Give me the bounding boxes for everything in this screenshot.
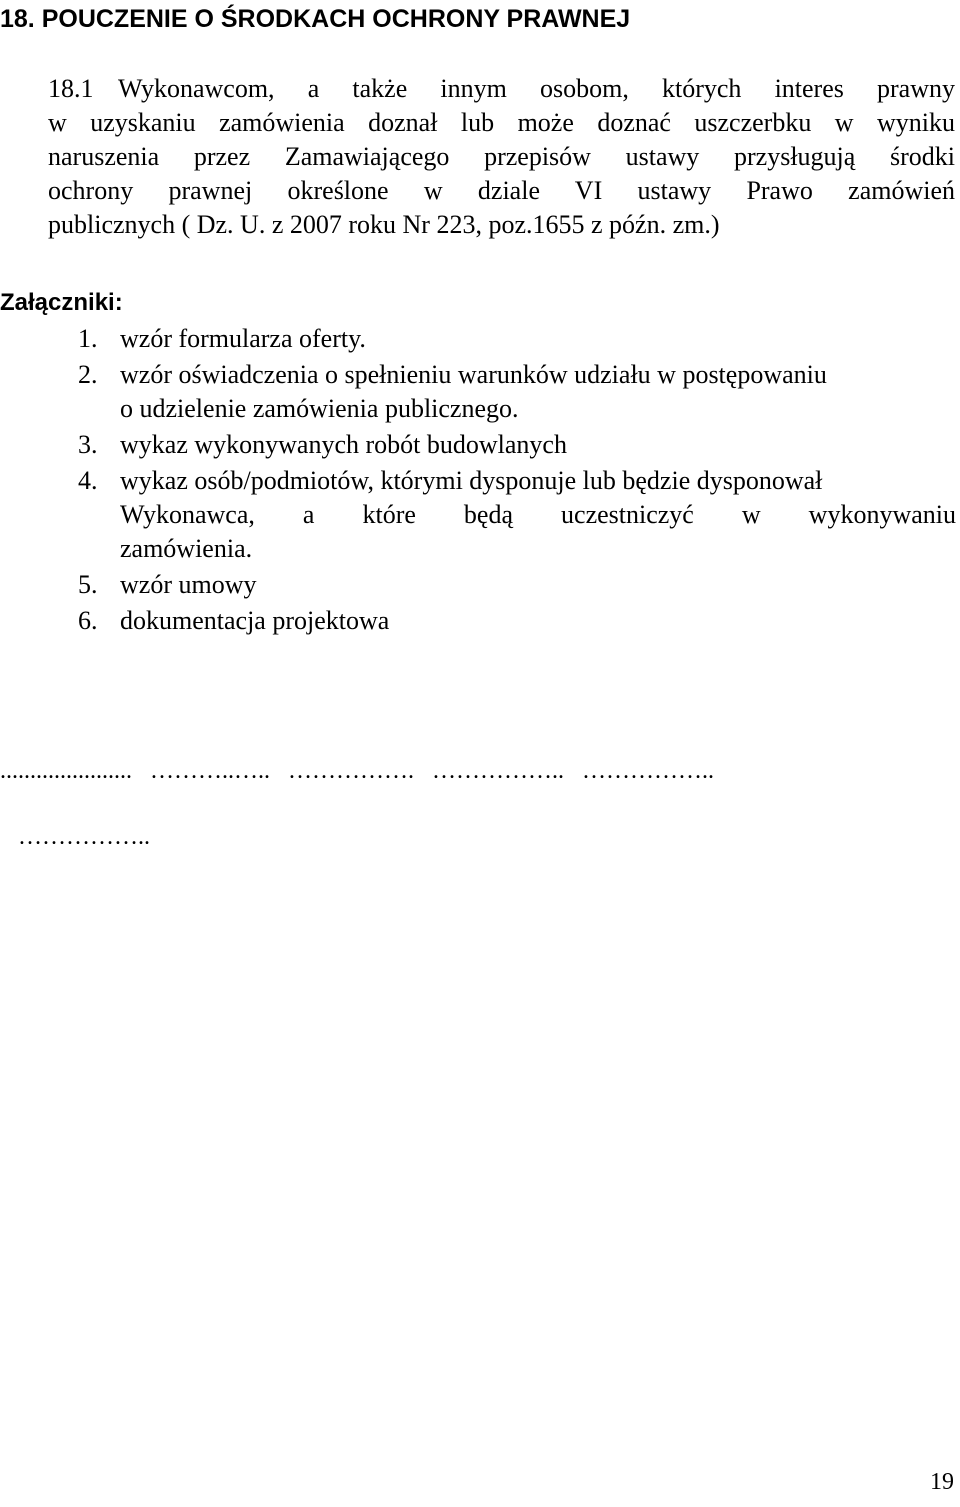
paragraph-line: publicznych ( Dz. U. z 2007 roku Nr 223, poz.1655 z późn. zm.) [48, 210, 720, 239]
list-item [78, 604, 956, 638]
paragraph-line: naruszenia przez Zamawiającego przepisów ustawy przysługują środki [48, 142, 955, 171]
list-item-number: 4. [78, 466, 98, 495]
list-item-text: o udzielenie zamówienia publicznego. [120, 394, 519, 423]
list-item-text: wzór formularza oferty. [120, 324, 366, 353]
list-item-text: Wykonawca, a które będą uczestniczyć w wykonywaniu [120, 500, 956, 529]
section-title: 18. POUCZENIE O ŚRODKACH OCHRONY PRAWNEJ [0, 5, 631, 33]
list-item-number: 6. [78, 606, 98, 635]
list-item [78, 358, 956, 426]
list-item [78, 428, 956, 462]
page-number: 19 [930, 1469, 954, 1495]
attachments-title: Załączniki: [0, 289, 123, 316]
list-item-text: wzór umowy [120, 570, 257, 599]
signature-dotted-line: …………….. [0, 824, 150, 850]
list-item-text: wzór oświadczenia o spełnieniu warunków udziału w postępowaniu [120, 360, 827, 389]
list-item-number: 2. [78, 360, 98, 389]
list-item-number: 5. [78, 570, 98, 599]
paragraph-line: ochrony prawnej określone w dziale VI ustawy Prawo zamówień [48, 176, 955, 205]
list-item-text: wykaz osób/podmiotów, którymi dysponuje lub będzie dysponował [120, 466, 823, 495]
paragraph-number: 18.1 [48, 74, 94, 103]
list-item-text: wykaz wykonywanych robót budowlanych [120, 430, 567, 459]
signature-dotted-line: ...................... ………..….. ……………. …………….. …………….. [0, 758, 714, 784]
paragraph-line: 18.1 Wykonawcom, a także innym osobom, których interes prawny [48, 72, 955, 106]
list-item-text: dokumentacja projektowa [120, 606, 390, 635]
list-item [78, 464, 956, 566]
list-item [78, 322, 956, 356]
list-item-number: 1. [78, 324, 98, 353]
list-item-text: zamówienia. [120, 534, 253, 563]
paragraph-line: w uzyskaniu zamówienia doznał lub może doznać uszczerbku w wyniku [48, 108, 955, 137]
paragraph-18-1 [48, 72, 955, 242]
attachments-list [78, 322, 956, 640]
list-item [78, 568, 956, 602]
list-item-number: 3. [78, 430, 98, 459]
